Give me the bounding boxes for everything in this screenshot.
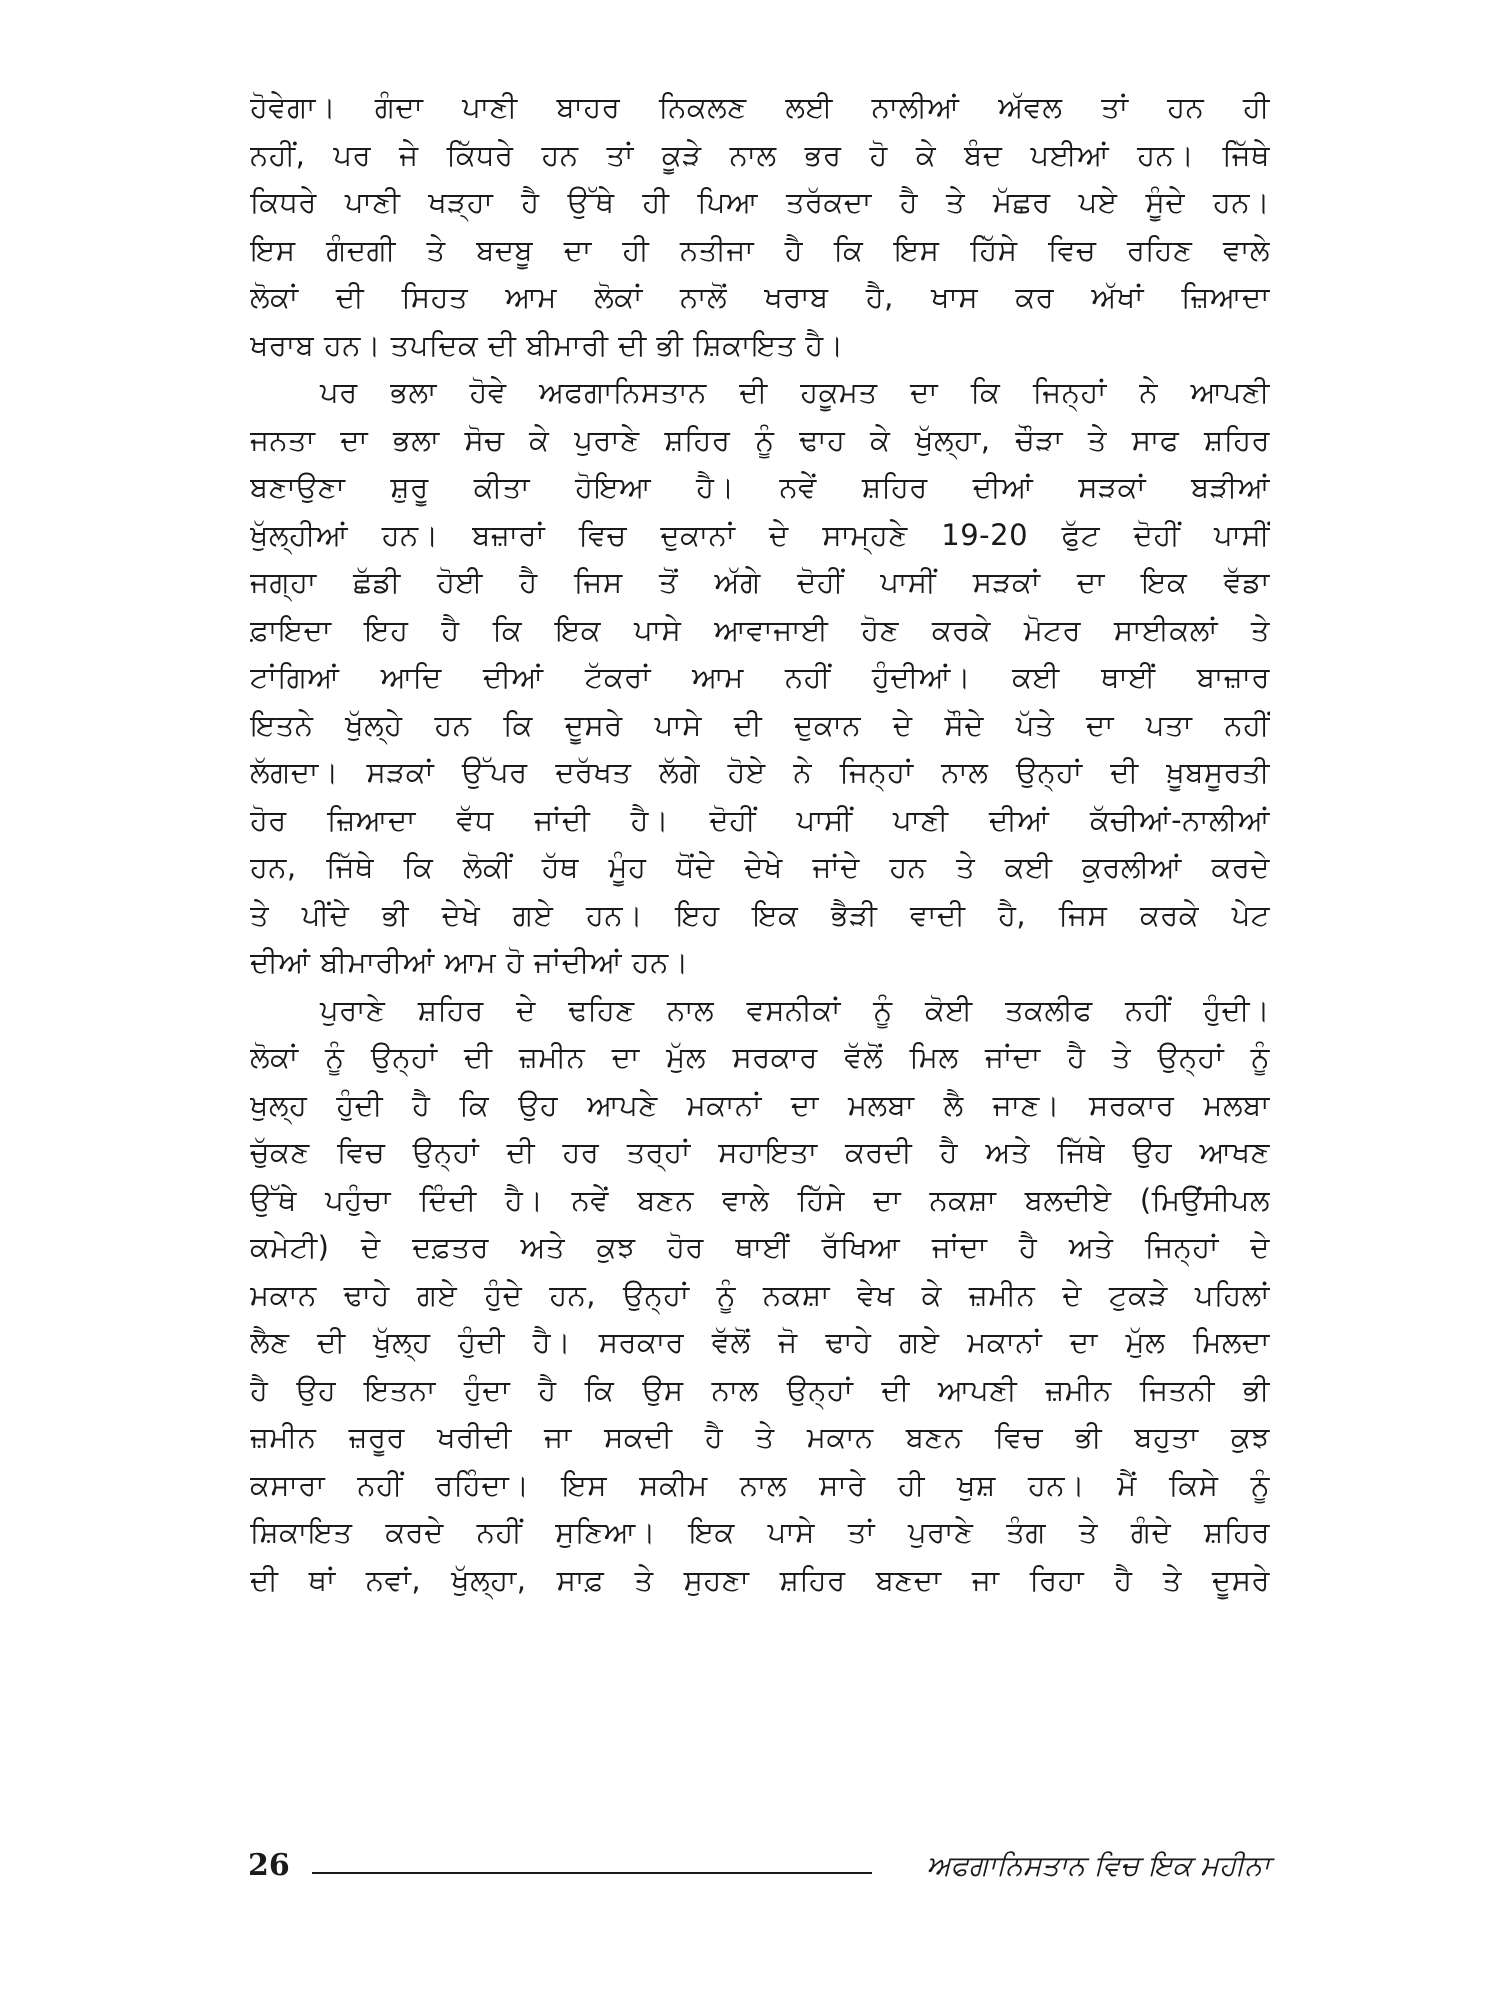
text-line: ਸ਼ਿਕਾਇਤ ਕਰਦੇ ਨਹੀਂ ਸੁਣਿਆ। ਇਕ ਪਾਸੇ ਤਾਂ ਪੁਰਾਣੇ ਤੰਗ ਤੇ ਗੰਦੇ ਸ਼ਹਿਰ: [250, 1515, 1270, 1549]
text-line: ਹੈ ਉਹ ਇਤਨਾ ਹੁੰਦਾ ਹੈ ਕਿ ਉਸ ਨਾਲ ਉਨ੍ਹਾਂ ਦੀ ਆਪਣੀ ਜ਼ਮੀਨ ਜਿਤਨੀ ਭੀ: [250, 1372, 1270, 1407]
text-line: ਇਸ ਗੰਦਗੀ ਤੇ ਬਦਬੂ ਦਾ ਹੀ ਨਤੀਜਾ ਹੈ ਕਿ ਇਸ ਹਿੱਸੇ ਵਿਚ ਰਹਿਣ ਵਾਲੇ: [250, 232, 1270, 267]
text-line: ਜਗ੍ਹਾ ਛੱਡੀ ਹੋਈ ਹੈ ਜਿਸ ਤੋਂ ਅੱਗੇ ਦੋਹੀਂ ਪਾਸੀਂ ਸੜਕਾਂ ਦਾ ਇਕ ਵੱਡਾ: [250, 565, 1270, 599]
text-line: ਕਮੇਟੀ) ਦੇ ਦਫ਼ਤਰ ਅਤੇ ਕੁਝ ਹੋਰ ਥਾਈਂ ਰੱਖਿਆ ਜਾਂਦਾ ਹੈ ਅਤੇ ਜਿਨ੍ਹਾਂ ਦੇ: [250, 1230, 1270, 1264]
text-line: ਨਹੀਂ, ਪਰ ਜੇ ਕਿੱਧਰੇ ਹਨ ਤਾਂ ਕੂੜੇ ਨਾਲ ਭਰ ਹੋ ਕੇ ਬੰਦ ਪਈਆਂ ਹਨ। ਜਿੱਥੇ: [250, 137, 1270, 172]
page-footer: [248, 1846, 1270, 1886]
text-line: ਹੋਰ ਜ਼ਿਆਦਾ ਵੱਧ ਜਾਂਦੀ ਹੈ। ਦੋਹੀਂ ਪਾਸੀਂ ਪਾਣੀ ਦੀਆਂ ਕੱਚੀਆਂ-ਨਾਲੀਆਂ: [250, 802, 1270, 837]
text-line: ਚੁੱਕਣ ਵਿਚ ਉਨ੍ਹਾਂ ਦੀ ਹਰ ਤਰ੍ਹਾਂ ਸਹਾਇਤਾ ਕਰਦੀ ਹੈ ਅਤੇ ਜਿੱਥੇ ਉਹ ਆਖਣ: [250, 1135, 1270, 1169]
paragraph-start-line: ਪੁਰਾਣੇ ਸ਼ਹਿਰ ਦੇ ਢਹਿਣ ਨਾਲ ਵਸਨੀਕਾਂ ਨੂੰ ਕੋਈ ਤਕਲੀਫ ਨਹੀਂ ਹੁੰਦੀ।: [320, 992, 1270, 1027]
text-line: ਟਾਂਗਿਆਂ ਆਦਿ ਦੀਆਂ ਟੱਕਰਾਂ ਆਮ ਨਹੀਂ ਹੁੰਦੀਆਂ। ਕਈ ਥਾਈਂ ਬਾਜ਼ਾਰ: [250, 660, 1270, 694]
paragraph-start-line: ਪਰ ਭਲਾ ਹੋਵੇ ਅਫਗਾਨਿਸਤਾਨ ਦੀ ਹਕੂਮਤ ਦਾ ਕਿ ਜਿਨ੍ਹਾਂ ਨੇ ਆਪਣੀ: [320, 375, 1270, 409]
running-title: ਅਫਗਾਨਿਸਤਾਨ ਵਿਚ ਇਕ ਮਹੀਨਾ: [926, 1849, 1270, 1882]
text-line: ਫ਼ਾਇਦਾ ਇਹ ਹੈ ਕਿ ਇਕ ਪਾਸੇ ਆਵਾਜਾਈ ਹੋਣ ਕਰਕੇ ਮੋਟਰ ਸਾਈਕਲਾਂ ਤੇ: [250, 612, 1270, 647]
text-line: ਖਰਾਬ ਹਨ। ਤਪਦਿਕ ਦੀ ਬੀਮਾਰੀ ਦੀ ਭੀ ਸ਼ਿਕਾਇਤ ਹੈ।: [250, 327, 844, 362]
text-line: ਖੁੱਲ੍ਹੀਆਂ ਹਨ। ਬਜ਼ਾਰਾਂ ਵਿਚ ਦੁਕਾਨਾਂ ਦੇ ਸਾਮ੍ਹਣੇ 19-20 ਫੁੱਟ ਦੋਹੀਂ ਪਾਸੀਂ: [250, 517, 1270, 552]
body-text: [250, 84, 1270, 1604]
text-line: ਲੈਣ ਦੀ ਖੁੱਲ੍ਹ ਹੁੰਦੀ ਹੈ। ਸਰਕਾਰ ਵੱਲੋਂ ਜੋ ਢਾਹੇ ਗਏ ਮਕਾਨਾਂ ਦਾ ਮੁੱਲ ਮਿਲਦਾ: [250, 1325, 1270, 1359]
text-line: ਲੋਕਾਂ ਨੂੰ ਉਨ੍ਹਾਂ ਦੀ ਜ਼ਮੀਨ ਦਾ ਮੁੱਲ ਸਰਕਾਰ ਵੱਲੋਂ ਮਿਲ ਜਾਂਦਾ ਹੈ ਤੇ ਉਨ੍ਹਾਂ ਨੂੰ: [250, 1040, 1270, 1074]
text-line: ਦੀਆਂ ਬੀਮਾਰੀਆਂ ਆਮ ਹੋ ਜਾਂਦੀਆਂ ਹਨ।: [250, 945, 689, 979]
text-line: ਮਕਾਨ ਢਾਹੇ ਗਏ ਹੁੰਦੇ ਹਨ, ਉਨ੍ਹਾਂ ਨੂੰ ਨਕਸ਼ਾ ਵੇਖ ਕੇ ਜ਼ਮੀਨ ਦੇ ਟੁਕੜੇ ਪਹਿਲਾਂ: [250, 1277, 1270, 1312]
text-line: ਦੀ ਥਾਂ ਨਵਾਂ, ਖੁੱਲ੍ਹਾ, ਸਾਫ਼ ਤੇ ਸੁਹਣਾ ਸ਼ਹਿਰ ਬਣਦਾ ਜਾ ਰਿਹਾ ਹੈ ਤੇ ਦੂਸਰੇ: [250, 1562, 1270, 1597]
text-line: ਇਤਨੇ ਖੁੱਲ੍ਹੇ ਹਨ ਕਿ ਦੂਸਰੇ ਪਾਸੇ ਦੀ ਦੁਕਾਨ ਦੇ ਸੌਦੇ ਪੱਤੇ ਦਾ ਪਤਾ ਨਹੀਂ: [250, 707, 1270, 742]
footer-rule: [312, 1872, 872, 1874]
text-line: ਕਿਧਰੇ ਪਾਣੀ ਖੜ੍ਹਾ ਹੈ ਉੱਥੇ ਹੀ ਪਿਆ ਤਰੱਕਦਾ ਹੈ ਤੇ ਮੱਛਰ ਪਏ ਸੂੰਦੇ ਹਨ।: [250, 185, 1270, 219]
text-line: ਕਸਾਰਾ ਨਹੀਂ ਰਹਿੰਦਾ। ਇਸ ਸਕੀਮ ਨਾਲ ਸਾਰੇ ਹੀ ਖੁਸ਼ ਹਨ। ਮੈਂ ਕਿਸੇ ਨੂੰ: [250, 1467, 1270, 1502]
text-line: ਹੋਵੇਗਾ। ਗੰਦਾ ਪਾਣੀ ਬਾਹਰ ਨਿਕਲਣ ਲਈ ਨਾਲੀਆਂ ਅੱਵਲ ਤਾਂ ਹਨ ਹੀ: [250, 90, 1270, 124]
text-line: ਲੱਗਦਾ। ਸੜਕਾਂ ਉੱਪਰ ਦਰੱਖਤ ਲੱਗੇ ਹੋਏ ਨੇ ਜਿਨ੍ਹਾਂ ਨਾਲ ਉਨ੍ਹਾਂ ਦੀ ਖ਼ੂਬਸੂਰਤੀ: [250, 755, 1270, 789]
text-line: ਉੱਥੇ ਪਹੁੰਚਾ ਦਿੰਦੀ ਹੈ। ਨਵੇਂ ਬਣਨ ਵਾਲੇ ਹਿੱਸੇ ਦਾ ਨਕਸ਼ਾ ਬਲਦੀਏ (ਮਿਉਂਸੀਪਲ: [250, 1182, 1270, 1217]
text-line: ਜਨਤਾ ਦਾ ਭਲਾ ਸੋਚ ਕੇ ਪੁਰਾਣੇ ਸ਼ਹਿਰ ਨੂੰ ਢਾਹ ਕੇ ਖੁੱਲ੍ਹਾ, ਚੌੜਾ ਤੇ ਸਾਫ ਸ਼ਹਿਰ: [250, 422, 1270, 457]
page-number: 26: [248, 1848, 290, 1883]
text-line: ਬਣਾਉਣਾ ਸ਼ੁਰੂ ਕੀਤਾ ਹੋਇਆ ਹੈ। ਨਵੇਂ ਸ਼ਹਿਰ ਦੀਆਂ ਸੜਕਾਂ ਬੜੀਆਂ: [250, 470, 1270, 504]
text-line: ਖੁਲ੍ਹ ਹੁੰਦੀ ਹੈ ਕਿ ਉਹ ਆਪਣੇ ਮਕਾਨਾਂ ਦਾ ਮਲਬਾ ਲੈ ਜਾਣ। ਸਰਕਾਰ ਮਲਬਾ: [250, 1087, 1270, 1122]
text-line: ਹਨ, ਜਿੱਥੇ ਕਿ ਲੋਕੀਂ ਹੱਥ ਮੂੰਹ ਧੋਂਦੇ ਦੇਖੇ ਜਾਂਦੇ ਹਨ ਤੇ ਕਈ ਕੁਰਲੀਆਂ ਕਰਦੇ: [250, 850, 1270, 884]
text-line: ਲੋਕਾਂ ਦੀ ਸਿਹਤ ਆਮ ਲੋਕਾਂ ਨਾਲੋਂ ਖਰਾਬ ਹੈ, ਖਾਸ ਕਰ ਅੱਖਾਂ ਜ਼ਿਆਦਾ: [250, 280, 1270, 314]
text-line: ਤੇ ਪੀਂਦੇ ਭੀ ਦੇਖੇ ਗਏ ਹਨ। ਇਹ ਇਕ ਭੈੜੀ ਵਾਦੀ ਹੈ, ਜਿਸ ਕਰਕੇ ਪੇਟ: [250, 897, 1270, 932]
text-line: ਜ਼ਮੀਨ ਜ਼ਰੂਰ ਖਰੀਦੀ ਜਾ ਸਕਦੀ ਹੈ ਤੇ ਮਕਾਨ ਬਣਨ ਵਿਚ ਭੀ ਬਹੁਤਾ ਕੁਝ: [250, 1420, 1270, 1454]
